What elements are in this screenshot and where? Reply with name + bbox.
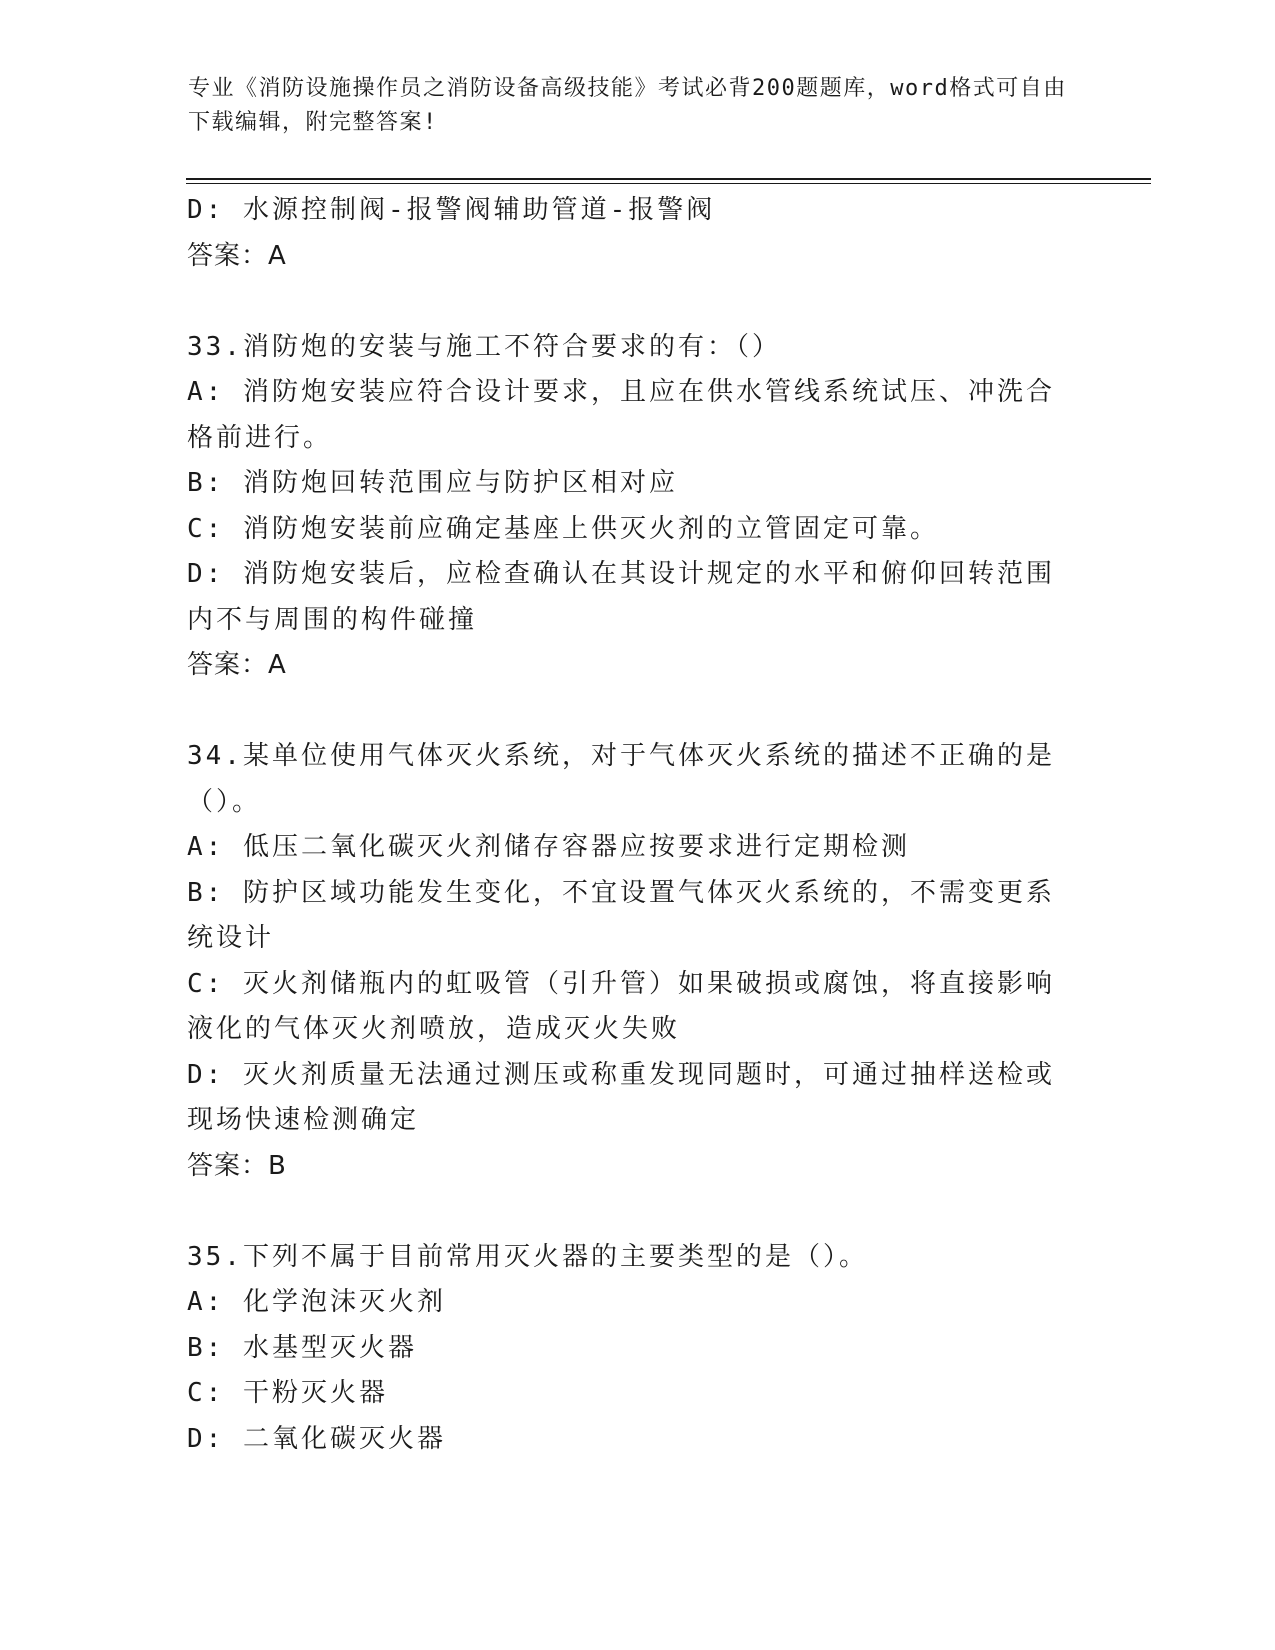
option-a: A: 消防炮安装应符合设计要求，且应在供水管线系统试压、冲洗合格前进行。 (187, 377, 1055, 453)
question-stem: 34.某单位使用气体灭火系统，对于气体灭火系统的描述不正确的是（）。 (187, 741, 1055, 817)
question-answer: 答案：A (187, 650, 287, 680)
question-34 (187, 734, 1067, 1189)
document-body (187, 188, 1067, 1462)
page-header: 专业《消防设施操作员之消防设备高级技能》考试必背200题题库，word格式可自由下载编辑，附完整答案! (188, 76, 1067, 135)
option-b: B: 水基型灭火器 (187, 1332, 417, 1363)
option-b: B: 防护区域功能发生变化，不宜设置气体灭火系统的，不需变更系统设计 (187, 877, 1055, 953)
option-d: D: 灭火剂质量无法通过测压或称重发现同题时，可通过抽样送检或现场快速检测确定 (187, 1059, 1055, 1135)
question-stem: 33.消防炮的安装与施工不符合要求的有：（） (187, 331, 781, 362)
question-stem: 35.下列不属于目前常用灭火器的主要类型的是（）。 (187, 1241, 868, 1272)
header-rule-thick (186, 178, 1151, 180)
option-a: A: 化学泡沫灭火剂 (187, 1287, 446, 1317)
option-b: B: 消防炮回转范围应与防护区相对应 (187, 468, 678, 498)
carryover-option-d: D: 水源控制阀-报警阀辅助管道-报警阀 (187, 195, 716, 225)
option-c: C: 消防炮安装前应确定基座上供灭火剂的立管固定可靠。 (187, 513, 939, 544)
option-c: C: 灭火剂储瓶内的虹吸管（引升管）如果破损或腐蚀，将直接影响液化的气体灭火剂喷放，造成灭火失败 (187, 968, 1055, 1044)
header-rule-thin (186, 183, 1151, 184)
question-35 (187, 1235, 1067, 1463)
option-a: A: 低压二氧化碳灭火剂储存容器应按要求进行定期检测 (187, 832, 910, 862)
carryover-answer: 答案：A (187, 240, 287, 271)
question-33 (187, 325, 1067, 689)
option-c: C: 干粉灭火器 (187, 1378, 388, 1408)
option-d: D: 消防炮安装后，应检查确认在其设计规定的水平和俯仰回转范围内不与周围的构件碰撞 (187, 559, 1055, 635)
option-d: D: 二氧化碳灭火器 (187, 1423, 446, 1454)
question-answer: 答案：B (187, 1150, 287, 1181)
